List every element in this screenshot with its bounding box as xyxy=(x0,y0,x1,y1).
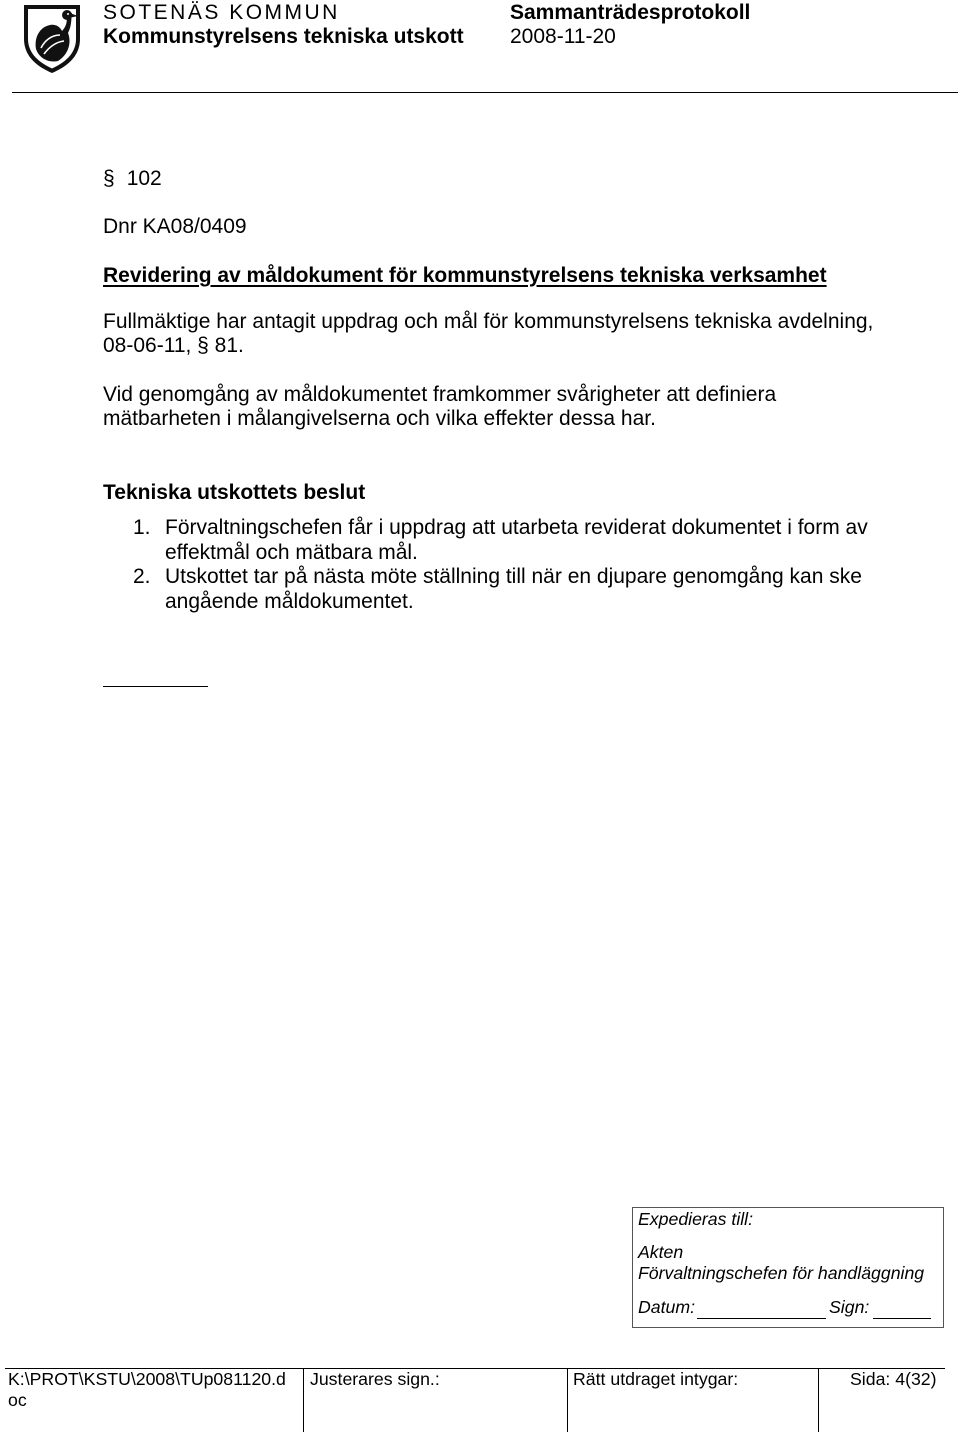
section-number: 102 xyxy=(126,167,162,190)
coat-of-arms-icon xyxy=(22,3,82,75)
sign-blank-line xyxy=(873,1318,931,1319)
distribution-label: Expedieras till: xyxy=(638,1209,754,1229)
decision-item xyxy=(103,516,890,565)
paragraph: Fullmäktige har antagit uppdrag och mål för kommunstyrelsens tekniska avdelning, 08-06-11, § 81. xyxy=(103,310,874,357)
adjuster-signature-label: Justerares sign.: xyxy=(310,1369,440,1389)
decision-text: Utskottet tar på nästa möte ställning till när en djupare genomgång kan ske angående måldokumentet. xyxy=(165,565,862,613)
end-of-item-rule xyxy=(103,686,208,687)
certified-extract-label: Rätt utdraget intygar: xyxy=(573,1369,739,1389)
sign-label: Sign: xyxy=(829,1297,870,1317)
section-sign: § xyxy=(103,167,115,190)
organization-name: SOTENÄS KOMMUN xyxy=(103,1,340,24)
file-path: K:\PROT\KSTU\2008\TUp081120.doc xyxy=(8,1369,286,1410)
paragraph: Vid genomgång av måldokumentet framkommer svårigheter att definiera mätbarheten i målangivelserna och vilka effekter dessa har. xyxy=(103,383,777,430)
date-blank-line xyxy=(697,1318,826,1319)
document-type: Sammanträdesprotokoll xyxy=(510,1,751,24)
header-divider xyxy=(12,92,958,93)
decision-text: Förvaltningschefen får i uppdrag att utarbeta reviderat dokumentet i form av effektmål och mätbara mål. xyxy=(165,516,868,564)
decision-number: 2. xyxy=(133,565,151,588)
item-title: Revidering av måldokument för kommunstyrelsens tekniska verksamhet xyxy=(103,264,827,287)
section-heading xyxy=(103,167,162,191)
decision-item xyxy=(103,565,890,614)
decision-list xyxy=(103,516,890,614)
distribution-recipient: Förvaltningschefen för handläggning xyxy=(638,1263,925,1283)
date-label: Datum: xyxy=(638,1297,696,1317)
committee-name: Kommunstyrelsens tekniska utskott xyxy=(103,25,464,48)
distribution-recipient: Akten xyxy=(638,1242,684,1262)
footer-column-separator xyxy=(567,1368,568,1432)
meeting-date: 2008-11-20 xyxy=(510,25,616,48)
footer-column-separator xyxy=(818,1368,819,1432)
footer-column-separator xyxy=(303,1368,304,1432)
page-number: Sida: 4(32) xyxy=(850,1369,937,1389)
distribution-box xyxy=(632,1207,944,1328)
decision-number: 1. xyxy=(133,516,151,539)
decision-heading: Tekniska utskottets beslut xyxy=(103,481,366,504)
case-number: Dnr KA08/0409 xyxy=(103,215,247,238)
